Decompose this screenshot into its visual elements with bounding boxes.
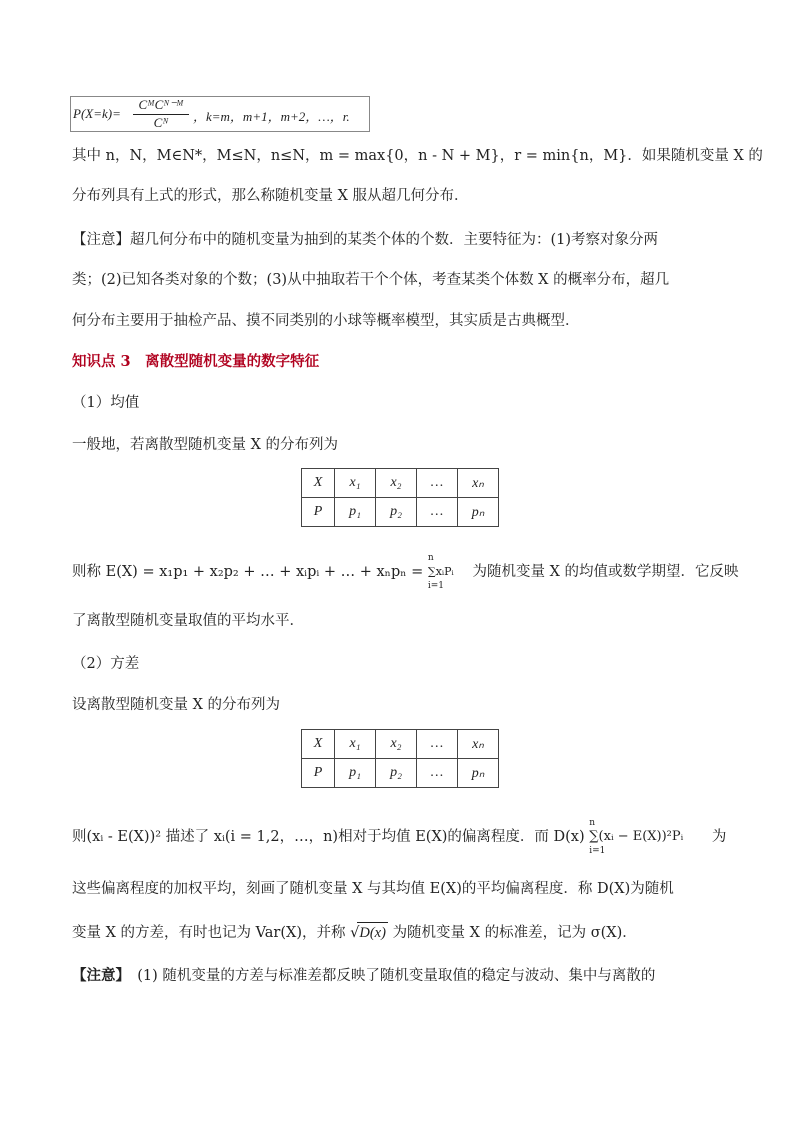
formula-numerator: CᴹCᴺ⁻ᴹ xyxy=(138,97,184,112)
table-row xyxy=(302,469,499,498)
table-cell: x₂ xyxy=(376,730,417,759)
std-dev-line xyxy=(72,922,637,943)
table-cell: x₁ xyxy=(335,469,376,498)
section-heading: 知识点 3 离散型随机变量的数字特征 xyxy=(72,353,320,370)
table-cell: X xyxy=(302,730,335,759)
formula-rhs: ，k=m，m+1，m+2，…，r. xyxy=(193,109,350,124)
paragraph-line: 其中 n，N，M∈N*，M≤N，n≤N，m = max{0，n - N + M}，r = min{n，M}．如果随机变量 X 的 xyxy=(72,148,763,164)
paragraph-line: 这些偏离程度的加权平均，刻画了随机变量 X 与其均值 E(X)的平均偏离程度．称 D(X)为随机 xyxy=(72,881,674,897)
std-dev-text-b: 为随机变量 X 的标准差，记为 σ(X)． xyxy=(392,925,637,941)
table-row xyxy=(302,759,499,788)
sum-lower: i=1 xyxy=(589,846,606,856)
sqrt-argument: D(x) xyxy=(357,922,388,943)
table-cell: x₂ xyxy=(376,469,417,498)
table-cell: p₁ xyxy=(335,498,376,527)
note-line: 何分布主要用于抽检产品、摸不同类别的小球等概率模型，其实质是古典概型． xyxy=(72,313,580,329)
sum-upper: n xyxy=(427,553,434,563)
table-cell: … xyxy=(417,469,458,498)
table-cell: p₁ xyxy=(335,759,376,788)
table-cell: p₂ xyxy=(376,498,417,527)
sum-lower: i=1 xyxy=(427,581,445,591)
note-line xyxy=(72,966,655,986)
table-cell: p₂ xyxy=(376,759,417,788)
table-cell: pₙ xyxy=(458,498,499,527)
table-cell: … xyxy=(417,730,458,759)
subsection-variance: （2）方差 xyxy=(72,656,140,672)
table-cell: P xyxy=(302,498,335,527)
table-cell: xₙ xyxy=(458,469,499,498)
variance-summation xyxy=(589,818,707,856)
hypergeometric-formula-box xyxy=(70,96,370,132)
table-row xyxy=(302,498,499,527)
variance-definition-line xyxy=(72,818,727,856)
variance-intro: 设离散型随机变量 X 的分布列为 xyxy=(72,697,281,713)
table-cell: pₙ xyxy=(458,759,499,788)
mean-definition-text: 则称 E(X) = x₁p₁ + x₂p₂ + … + xᵢpᵢ + … + xₙpₙ = xyxy=(72,564,424,580)
distribution-table-variance xyxy=(301,729,499,788)
variance-definition-text: 则(xᵢ - E(X))² 描述了 xᵢ(i = 1,2，…，n)相对于均值 E(X)的偏离程度．而 D(x) xyxy=(72,829,585,845)
table-row xyxy=(302,730,499,759)
table-cell: … xyxy=(417,759,458,788)
mean-definition-tail: 为随机变量 X 的均值或数学期望．它反映 xyxy=(472,564,739,580)
distribution-table-mean xyxy=(301,468,499,527)
paragraph-line: 分布列具有上式的形式，那么称随机变量 X 服从超几何分布． xyxy=(72,188,469,204)
std-dev-text-a: 变量 X 的方差，有时也记为 Var(X)，并称 xyxy=(72,925,346,941)
summation xyxy=(427,553,468,591)
table-cell: X xyxy=(302,469,335,498)
sqrt-icon: √ xyxy=(350,925,360,941)
table-cell: xₙ xyxy=(458,730,499,759)
table-cell: P xyxy=(302,759,335,788)
formula-denominator: Cᴺ xyxy=(153,115,169,130)
mean-definition-line xyxy=(72,553,739,591)
note-text: (1) 随机变量的方差与标准差都反映了随机变量取值的稳定与波动、集中与离散的 xyxy=(122,968,656,984)
sum-upper: n xyxy=(589,818,596,828)
subsection-mean: （1）均值 xyxy=(72,395,140,411)
sum-body: ∑xᵢPᵢ xyxy=(427,565,454,578)
formula-lhs: P(X=k)= xyxy=(73,106,121,121)
sum-body: ∑(xᵢ − E(X))²Pᵢ xyxy=(589,829,684,844)
variance-definition-tail: 为 xyxy=(711,829,727,845)
note-line: 【注意】超几何分布中的随机变量为抽到的某类个体的个数．主要特征为：(1)考察对象分两 xyxy=(72,232,659,248)
note-line: 类；(2)已知各类对象的个数；(3)从中抽取若干个个体，考查某类个体数 X 的概率分布，超几 xyxy=(72,272,670,288)
table-cell: x₁ xyxy=(335,730,376,759)
table-cell: … xyxy=(417,498,458,527)
mean-intro: 一般地，若离散型随机变量 X 的分布列为 xyxy=(72,437,339,453)
note-label: 【注意】 xyxy=(72,967,123,984)
paragraph-line: 了离散型随机变量取值的平均水平． xyxy=(72,613,304,629)
